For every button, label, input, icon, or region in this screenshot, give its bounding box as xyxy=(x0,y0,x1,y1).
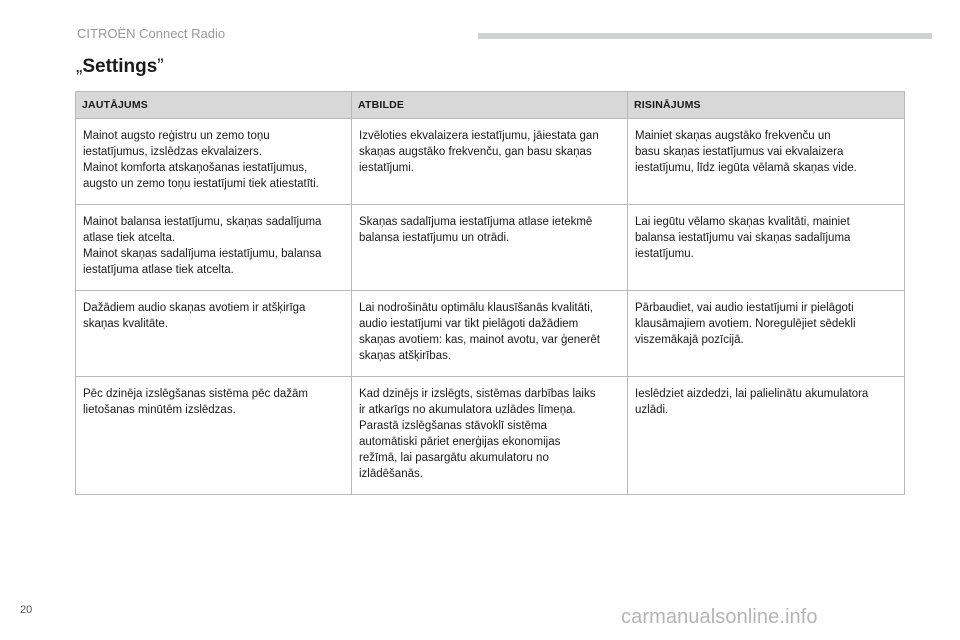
solution-cell xyxy=(628,377,905,495)
open-quote: „ xyxy=(76,56,83,77)
question-cell xyxy=(76,119,352,205)
table-row xyxy=(76,377,905,495)
answer-text: Izvēloties ekvalaizera iestatījumu, jāiestata gan skaņas augstāko frekvenču, gan basu skaņas iestatījumi. xyxy=(359,130,599,174)
answer-cell xyxy=(352,205,628,291)
close-quote: ” xyxy=(157,56,164,77)
column-header-question: JAUTĀJUMS xyxy=(76,92,352,119)
answer-cell xyxy=(352,377,628,495)
table-row xyxy=(76,119,905,205)
answer-text: Lai nodrošinātu optimālu klausīšanās kvalitāti, audio iestatījumi var tikt pielāgoti dažādiem skaņas avotiem: kas, mainot avotu, var ģenerēt skaņas atšķirības. xyxy=(359,302,600,362)
solution-text: Mainiet skaņas augstāko frekvenču un basu skaņas iestatījumus vai ekvalaizera iestatījumu, līdz iegūta vēlamā skaņas vide. xyxy=(635,130,857,174)
question-text: Mainot augsto reģistru un zemo toņu iestatījumus, izslēdzas ekvalaizers. Mainot komforta atskaņošanas iestatījumus, augsto un zemo toņu iestatījumi tiek atiestatīti. xyxy=(83,130,319,190)
solution-text: Pārbaudiet, vai audio iestatījumi ir pielāgoti klausāmajiem avotiem. Noregulējiet sēdekli viszemākajā pozīcijā. xyxy=(635,302,856,346)
answer-cell xyxy=(352,291,628,377)
faq-table xyxy=(75,91,905,495)
document-header-title: CITROËN Connect Radio xyxy=(77,26,226,41)
page-number: 20 xyxy=(20,604,33,616)
question-cell xyxy=(76,291,352,377)
column-header-solution: RISINĀJUMS xyxy=(628,92,905,119)
table-header-row xyxy=(76,92,905,119)
table-row xyxy=(76,205,905,291)
answer-text: Skaņas sadalījuma iestatījuma atlase ietekmē balansa iestatījumu un otrādi. xyxy=(359,216,593,244)
answer-cell xyxy=(352,119,628,205)
question-text: Dažādiem audio skaņas avotiem ir atšķirīga skaņas kvalitāte. xyxy=(83,302,306,330)
watermark-text: carmanualsonline.info xyxy=(621,606,818,628)
question-cell xyxy=(76,377,352,495)
question-text: Pēc dzinēja izslēgšanas sistēma pēc dažām lietošanas minūtēm izslēdzas. xyxy=(83,388,309,416)
solution-cell xyxy=(628,205,905,291)
solution-cell xyxy=(628,119,905,205)
section-title-text: Settings xyxy=(82,56,158,77)
question-text: Mainot balansa iestatījumu, skaņas sadalījuma atlase tiek atcelta. Mainot skaņas sadalījuma iestatījumu, balansa iestatījuma atlase tiek atcelta. xyxy=(83,216,322,276)
answer-text: Kad dzinējs ir izslēgts, sistēmas darbības laiks ir atkarīgs no akumulatora uzlādes līmeņa. Parastā izslēgšanas stāvoklī sistēma automātiski pāriet enerģijas ekonomijas režīmā, lai pasargātu akumulatoru no izlādēšanās. xyxy=(359,388,596,480)
solution-cell xyxy=(628,291,905,377)
question-cell xyxy=(76,205,352,291)
solution-text: Lai iegūtu vēlamo skaņas kvalitāti, mainiet balansa iestatījumu vai skaņas sadalījuma iestatījumu. xyxy=(635,216,851,260)
header-divider-bar xyxy=(478,33,932,39)
table-row xyxy=(76,291,905,377)
section-title xyxy=(76,56,164,78)
solution-text: Ieslēdziet aizdedzi, lai palielinātu akumulatora uzlādi. xyxy=(635,388,869,416)
column-header-answer: ATBILDE xyxy=(352,92,628,119)
